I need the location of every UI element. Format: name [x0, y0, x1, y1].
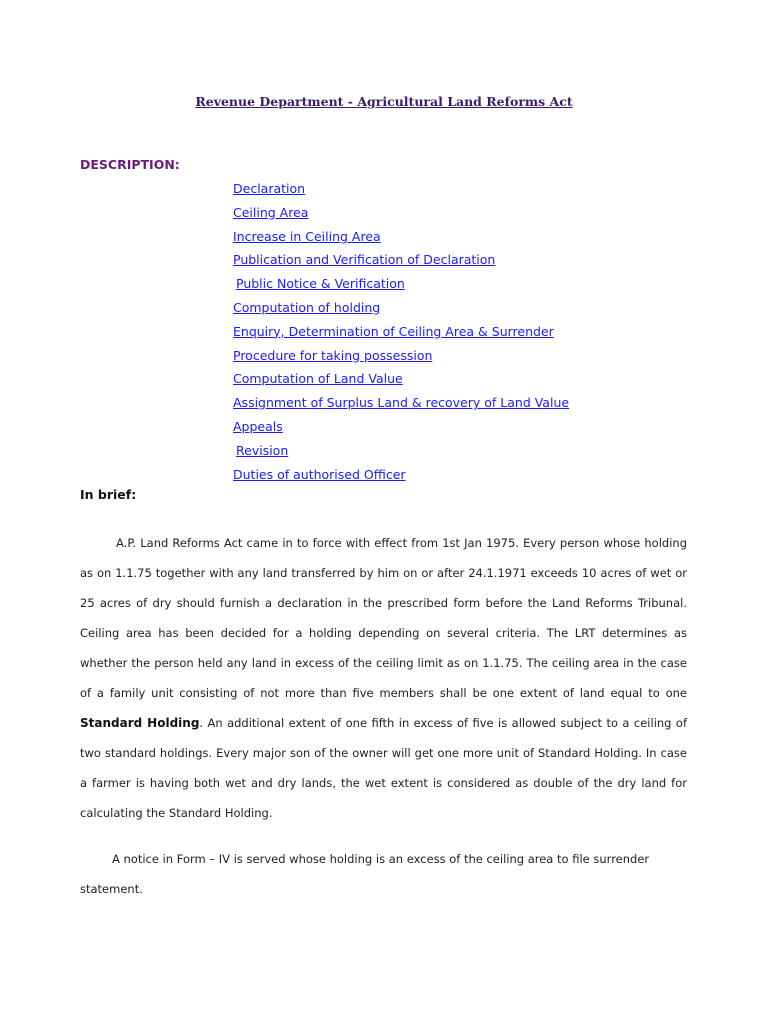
toc-link[interactable]: Increase in Ceiling Area — [233, 228, 381, 244]
document-title: Revenue Department - Agricultural Land Reforms Act — [195, 94, 573, 109]
table-of-contents — [233, 180, 569, 489]
toc-item — [233, 370, 569, 394]
toc-link[interactable]: Computation of Land Value — [233, 371, 403, 387]
toc-link[interactable]: Ceiling Area — [233, 204, 309, 220]
toc-link[interactable]: Procedure for taking possession — [233, 347, 433, 363]
toc-link[interactable]: Publication and Verification of Declaration — [233, 252, 496, 268]
toc-link[interactable]: Enquiry, Determination of Ceiling Area & Surrender — [233, 323, 554, 339]
toc-link[interactable]: Computation of holding — [233, 299, 381, 315]
toc-item — [233, 204, 569, 228]
toc-item — [233, 275, 569, 299]
toc-link[interactable]: Public Notice & Verification — [236, 276, 405, 292]
toc-link[interactable]: Assignment of Surplus Land & recovery of Land Value — [233, 395, 570, 411]
brief-paragraph-1 — [80, 528, 687, 828]
toc-item — [233, 466, 569, 490]
description-heading: DESCRIPTION: — [80, 157, 180, 172]
toc-item — [233, 228, 569, 252]
toc-item — [233, 299, 569, 323]
brief-paragraph-1-text-a: A.P. Land Reforms Act came in to force with effect from 1st Jan 1975. Every person whose holding as on 1.1.75 together with any land transferred by him on or after 24.1.1971 exceeds 10 acres of wet or 25 acres of dry should furnish a declaration in the prescribed form before the Land Reforms Tribunal. Ceiling area has been decided for a holding depending on several criteria. The LRT determines as whether the person held any land in excess of the ceiling limit as on 1.1.75. The ceiling area in the case of a family unit consisting of not more than five members shall be one extent of land equal to one — [80, 536, 687, 700]
toc-item — [233, 418, 569, 442]
toc-item — [233, 442, 569, 466]
brief-paragraph-1-text-b: . An additional extent of one fifth in excess of five is allowed subject to a ceiling of two standard holdings. Every major son of the owner will get one more unit of Standard Holding. In case a farmer is having both wet and dry lands, the wet extent is considered as double of the dry land for calculating the Standard Holding. — [80, 716, 687, 820]
standard-holding-term: Standard Holding — [80, 716, 200, 730]
toc-item — [233, 394, 569, 418]
toc-link[interactable]: Revision — [236, 442, 289, 458]
in-brief-heading: In brief: — [80, 487, 137, 502]
toc-link[interactable]: Duties of authorised Officer — [233, 466, 406, 482]
toc-item — [233, 251, 569, 275]
toc-item — [233, 347, 569, 371]
toc-link[interactable]: Appeals — [233, 418, 283, 434]
toc-link[interactable]: Declaration — [233, 181, 306, 196]
brief-paragraph-2: A notice in Form – IV is served whose holding is an excess of the ceiling area to file surrender statement. — [80, 852, 650, 896]
toc-item — [233, 323, 569, 347]
toc-item — [233, 180, 569, 204]
